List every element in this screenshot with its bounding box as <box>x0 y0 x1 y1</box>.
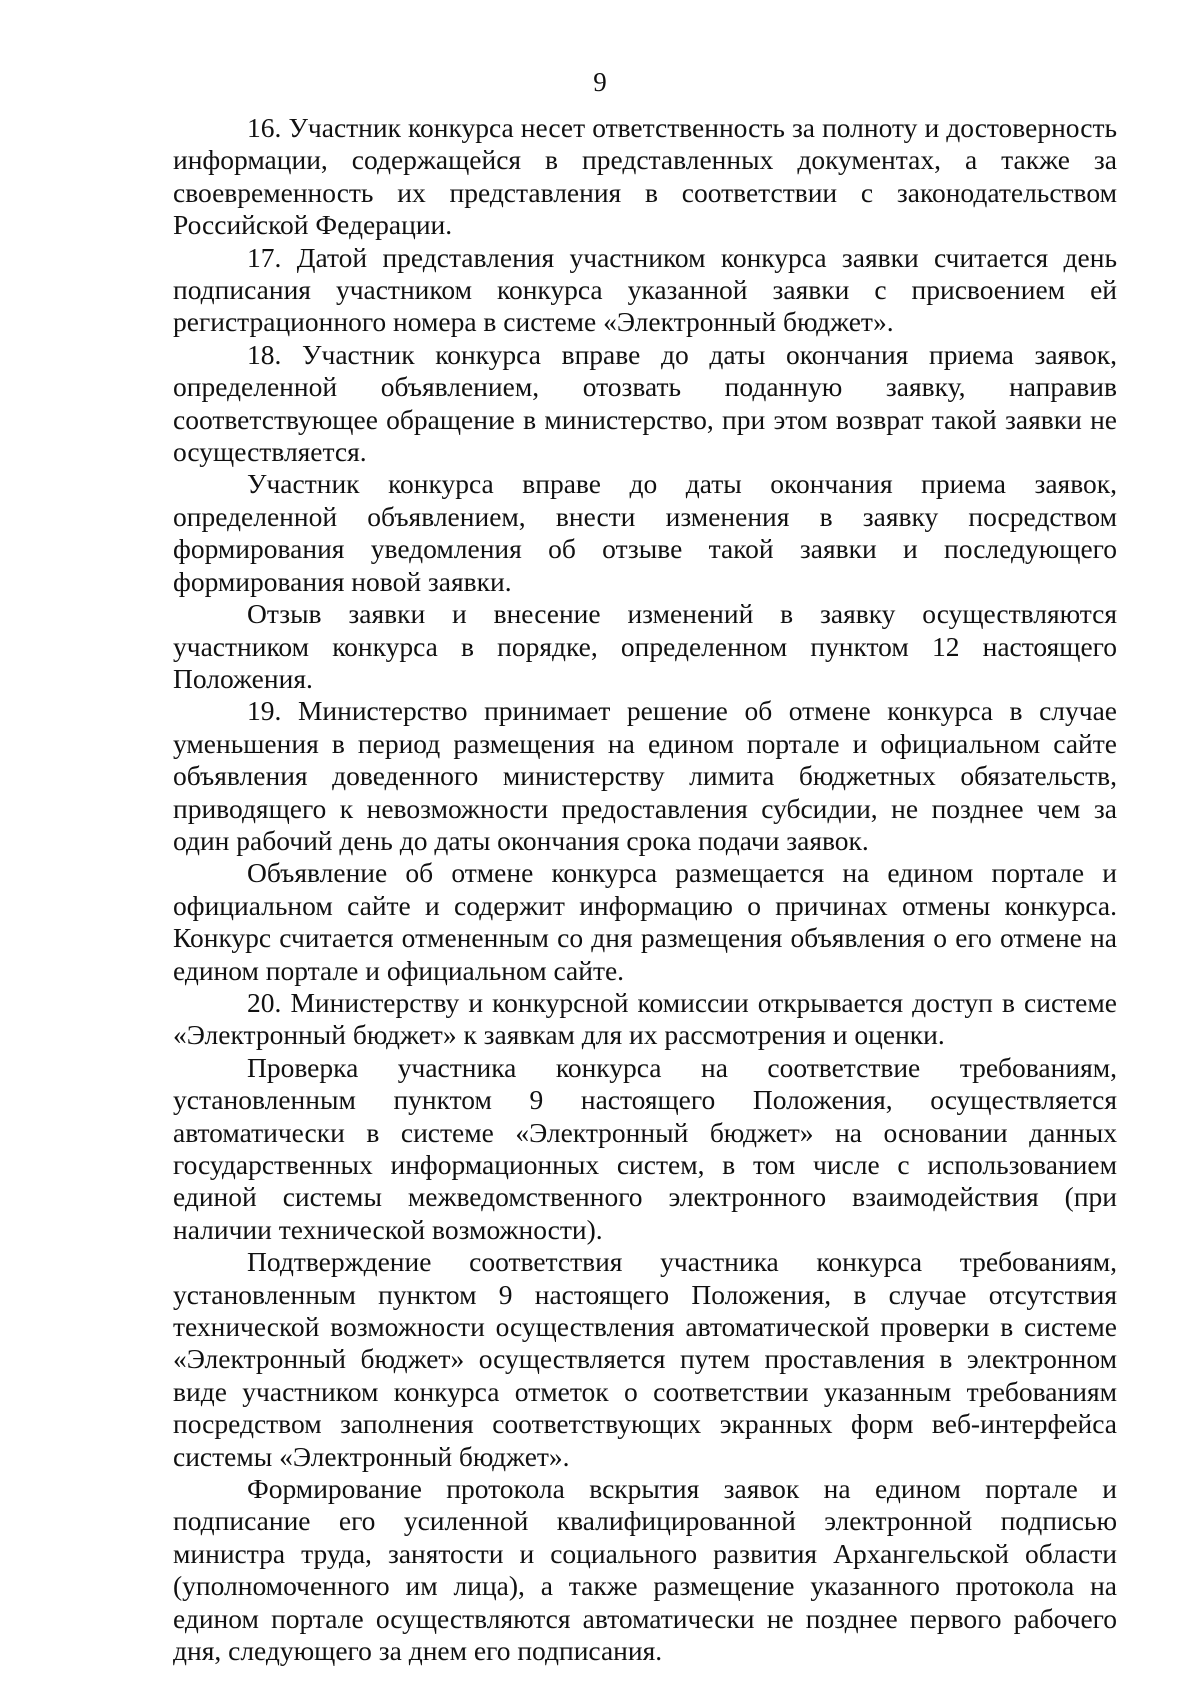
page-number: 9 <box>593 67 607 97</box>
paragraph-20-protocol: Формирование протокола вскрытия заявок на едином портале и подписание его усиленной квалифицированной электронной подписью министра труда, занятости и социального развития Архангельской области (уполномоченного им лица), а также размещение указанного протокола на едином портале осуществляются автоматически не позднее первого рабочего дня, следующего за днем его подписания. <box>173 1473 1117 1667</box>
paragraph-16: 16. Участник конкурса несет ответственность за полноту и достоверность информации, содержащейся в представленных документах, а также за своевременность их представления в соответствии с законодательством Российской Федерации. <box>173 112 1117 241</box>
paragraph-17: 17. Датой представления участником конкурса заявки считается день подписания участником конкурса указанной заявки с присвоением ей регистрационного номера в системе «Электронный бюджет». <box>173 241 1117 338</box>
paragraph-19-cancellation-notice: Объявление об отмене конкурса размещается на едином портале и официальном сайте и содержит информацию о причинах отмены конкурса. Конкурс считается отмененным со дня размещения объявления о его отмене на едином портале и официальном сайте. <box>173 857 1117 986</box>
paragraph-20-automatic-check: Проверка участника конкурса на соответствие требованиям, установленным пунктом 9 настоящего Положения, осуществляется автоматически в системе «Электронный бюджет» на основании данных государственных информационных систем, в том числе с использованием единой системы межведомственного электронного взаимодействия (при наличии технической возможности). <box>173 1051 1117 1245</box>
paragraph-18-amendment: Участник конкурса вправе до даты окончания приема заявок, определенной объявлением, внести изменения в заявку посредством формирования уведомления об отзыве такой заявки и последующего формирования новой заявки. <box>173 468 1117 597</box>
document-body <box>173 112 1117 1668</box>
paragraph-20-confirmation: Подтверждение соответствия участника конкурса требованиям, установленным пунктом 9 настоящего Положения, в случае отсутствия технической возможности осуществления автоматической проверки в системе «Электронный бюджет» осуществляется путем проставления в электронном виде участником конкурса отметок о соответствии указанным требованиям посредством заполнения соответствующих экранных форм веб-интерфейса системы «Электронный бюджет». <box>173 1246 1117 1472</box>
paragraph-18-procedure: Отзыв заявки и внесение изменений в заявку осуществляются участником конкурса в порядке, определенном пунктом 12 настоящего Положения. <box>173 598 1117 694</box>
paragraph-20: 20. Министерству и конкурсной комиссии открывается доступ в системе «Электронный бюджет» к заявкам для их рассмотрения и оценки. <box>173 986 1117 1051</box>
paragraph-19: 19. Министерство принимает решение об отмене конкурса в случае уменьшения в период размещения на едином портале и официальном сайте объявления доведенного министерству лимита бюджетных обязательств, приводящего к невозможности предоставления субсидии, не позднее чем за один рабочий день до даты окончания срока подачи заявок. <box>173 695 1117 856</box>
paragraph-18: 18. Участник конкурса вправе до даты окончания приема заявок, определенной объявлением, отозвать поданную заявку, направив соответствующее обращение в министерство, при этом возврат такой заявки не осуществляется. <box>173 338 1117 468</box>
